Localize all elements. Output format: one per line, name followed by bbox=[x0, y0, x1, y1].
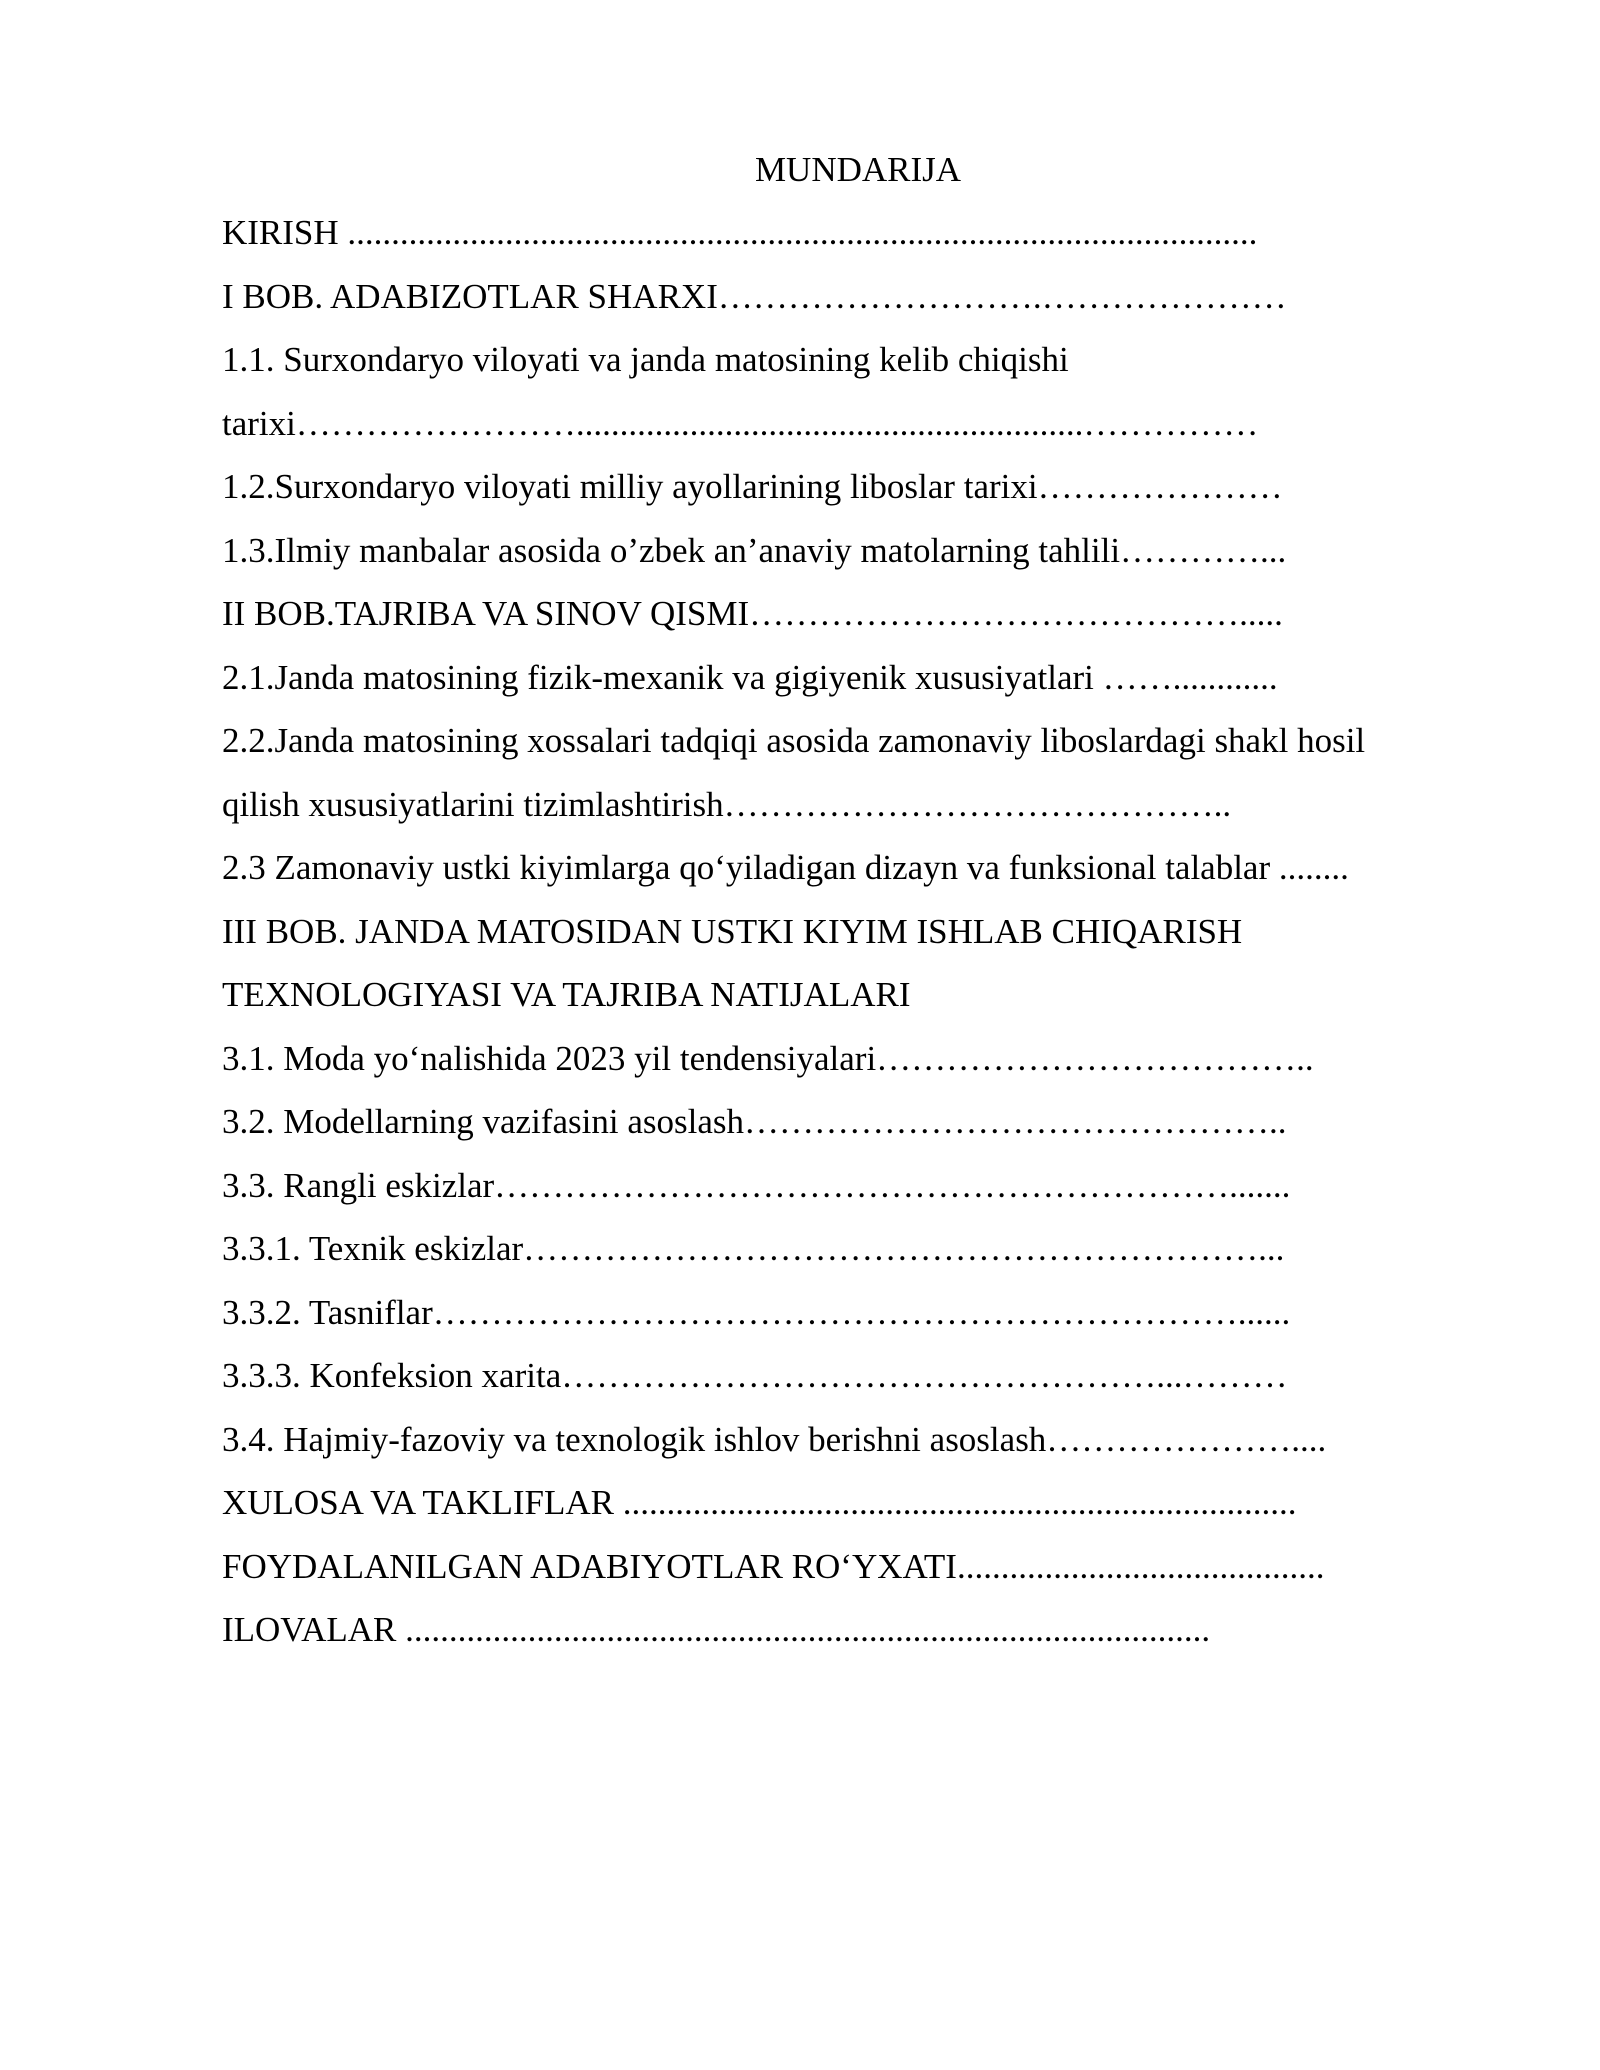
toc-entry-kirish: KIRISH ........................................................................................................ bbox=[222, 213, 1258, 252]
table-of-contents bbox=[222, 211, 1452, 1672]
toc-section-3-2: 3.2. Modellarning vazifasini asoslash……………………………………….. bbox=[222, 1102, 1287, 1141]
toc-entry-adabiyotlar: FOYDALANILGAN ADABIYOTLAR RO‘YXATI.......................................... bbox=[222, 1546, 1325, 1586]
toc-heading: MUNDARIJA bbox=[754, 150, 962, 189]
toc-section-2-3: 2.3 Zamonaviy ustki kiyimlarga qo‘yiladigan dizayn va funksional talablar ........ bbox=[222, 848, 1349, 887]
toc-entry-xulosa: XULOSA VA TAKLIFLAR ............................................................................. bbox=[222, 1483, 1297, 1522]
toc-section-1-2: 1.2.Surxondaryo viloyati milliy ayollarining liboslar tarixi………………… bbox=[222, 467, 1283, 506]
toc-section-1-1: 1.1. Surxondaryo viloyati va janda matosining kelib chiqishi bbox=[222, 340, 1069, 379]
toc-section-1-1-continued: tarixi……………………..........................................................…………… bbox=[222, 403, 1259, 443]
toc-chapter-3: III BOB. JANDA MATOSIDAN USTKI KIYIM ISHLAB CHIQARISH bbox=[222, 911, 1243, 951]
toc-chapter-2: II BOB.TAJRIBA VA SINOV QISMI……………………………………..... bbox=[222, 594, 1283, 633]
toc-chapter-3-continued: TEXNOLOGIYASI VA TAJRIBA NATIJALARI bbox=[222, 975, 911, 1014]
toc-section-3-3: 3.3. Rangli eskizlar………………………………………………………....... bbox=[222, 1165, 1291, 1205]
toc-section-3-3-2: 3.3.2. Tasniflar……………………………………………………………...... bbox=[222, 1292, 1291, 1332]
toc-section-3-4: 3.4. Hajmiy-fazoviy va texnologik ishlov berishni asoslash………………….... bbox=[222, 1419, 1327, 1459]
toc-entry-ilovalar: ILOVALAR ............................................................................................ bbox=[222, 1610, 1211, 1649]
toc-section-3-3-3: 3.3.3. Konfeksion xarita……………………………………………...……… bbox=[222, 1356, 1288, 1395]
toc-section-2-1: 2.1.Janda matosining fizik-mexanik va gigiyenik xususiyatlari ……............ bbox=[222, 657, 1278, 697]
toc-section-2-2: 2.2.Janda matosining xossalari tadqiqi asosida zamonaviy liboslardagi shakl hosil bbox=[222, 721, 1366, 760]
toc-section-1-3: 1.3.Ilmiy manbalar asosida o’zbek an’anaviy matolarning tahlili…………... bbox=[222, 530, 1287, 570]
toc-section-3-1: 3.1. Moda yo‘nalishida 2023 yil tendensiyalari……………………………….. bbox=[222, 1038, 1314, 1078]
toc-section-3-3-1: 3.3.1. Texnik eskizlar………………………………………………………... bbox=[222, 1229, 1285, 1268]
toc-section-2-2-continued: qilish xususiyatlarini tizimlashtirish…………………………………….. bbox=[222, 784, 1232, 824]
toc-chapter-1: I BOB. ADABIZOTLAR SHARXI……………………….………………… bbox=[222, 276, 1287, 316]
